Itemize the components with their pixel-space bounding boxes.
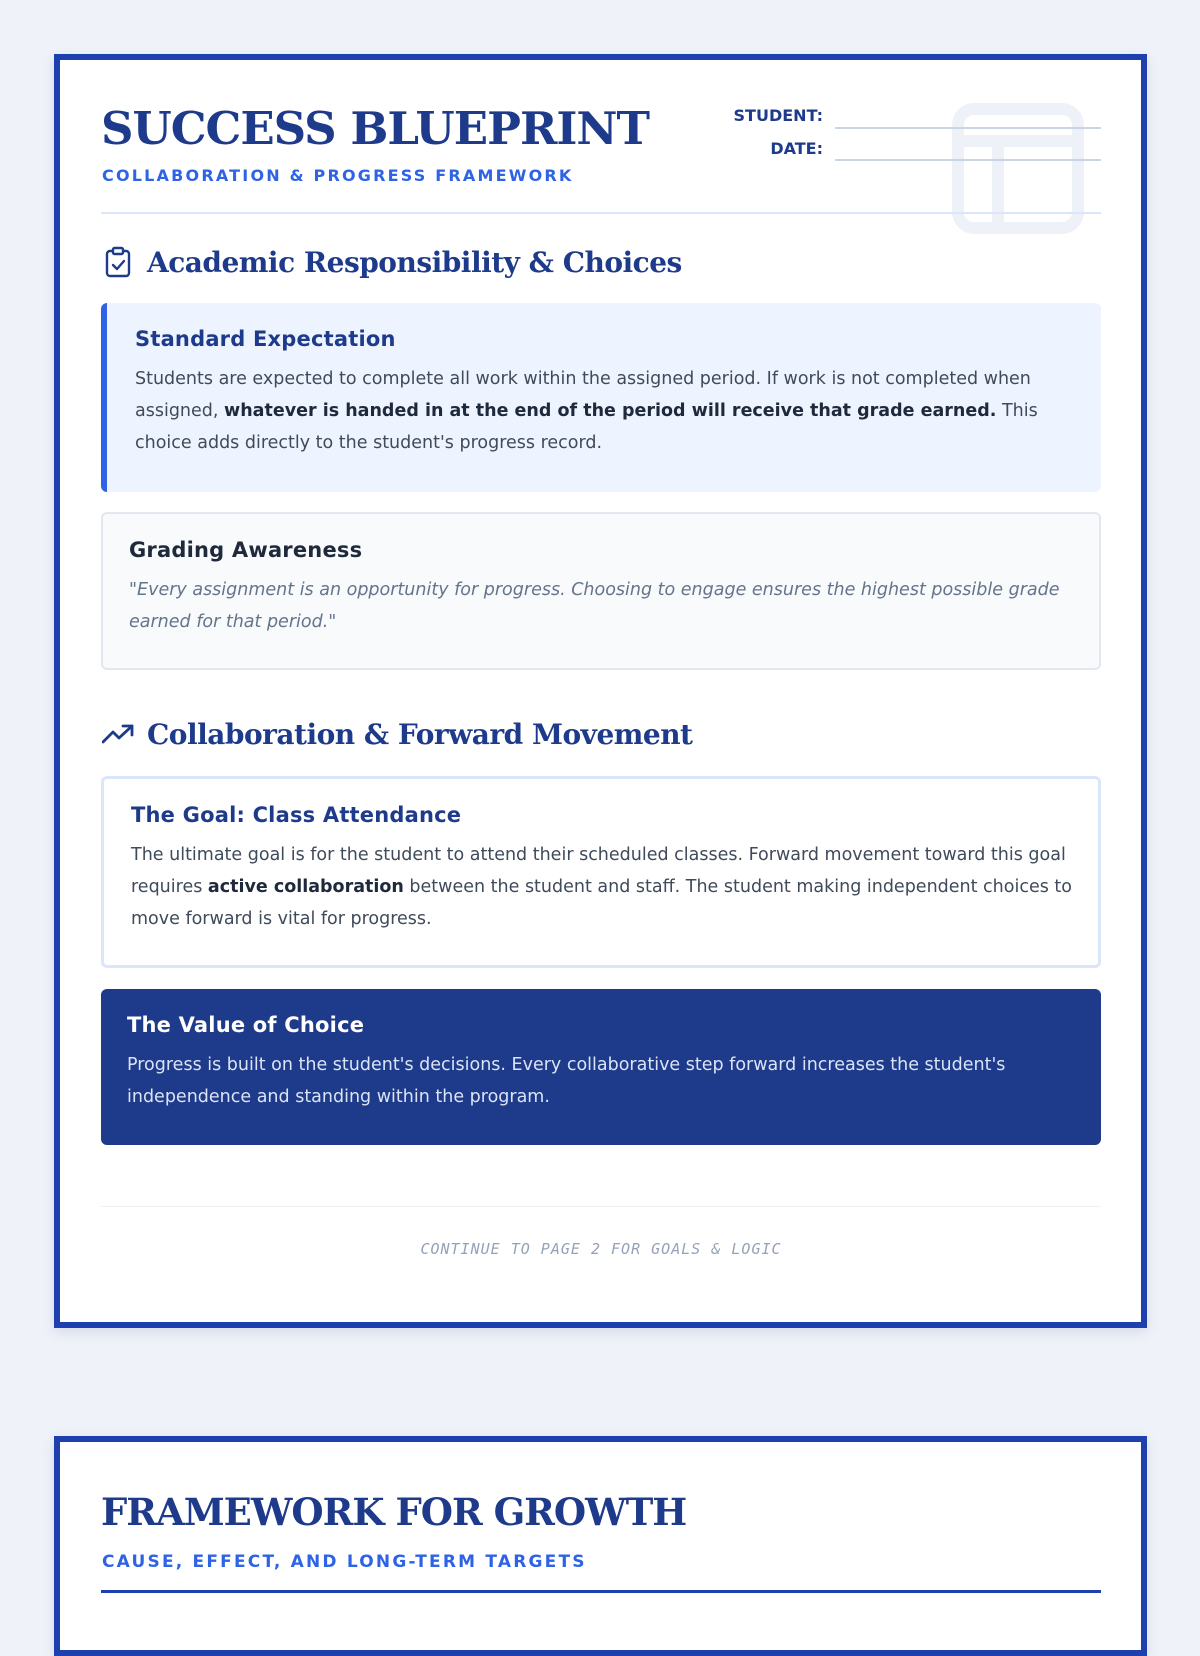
card-title: Standard Expectation (135, 327, 396, 351)
card-text: Students are expected to complete all work within the assigned period. If work is not completed when assigned, whatever is handed in at the end of the period will receive that grade earned. This choice adds directly to the student's progress record. (135, 369, 1038, 453)
value-of-choice-card (101, 989, 1101, 1145)
clipboard-check-icon (101, 245, 135, 279)
section-heading: Academic Responsibility & Choices (147, 245, 682, 279)
date-label: DATE: (770, 139, 823, 158)
page-one (54, 54, 1147, 1328)
footer-divider (101, 1206, 1101, 1207)
card-title: The Goal: Class Attendance (131, 803, 462, 827)
trending-up-icon (101, 717, 135, 751)
student-field[interactable] (835, 127, 1101, 129)
page-title: SUCCESS BLUEPRINT (101, 102, 650, 155)
layout-icon (952, 103, 1084, 234)
student-label: STUDENT: (733, 106, 823, 125)
card-quote: "Every assignment is an opportunity for progress. Choosing to engage ensures the highest possible grade earned for that period." (129, 580, 1060, 632)
card-title: Grading Awareness (129, 538, 363, 562)
page-two (54, 1436, 1147, 1656)
grading-awareness-card (101, 512, 1101, 670)
section-collaboration (101, 717, 693, 751)
card-title: The Value of Choice (127, 1013, 365, 1037)
header-divider (101, 212, 1101, 214)
page-subtitle: COLLABORATION & PROGRESS FRAMEWORK (102, 166, 574, 185)
page-subtitle: CAUSE, EFFECT, AND LONG-TERM TARGETS (102, 1552, 587, 1572)
page-title: FRAMEWORK FOR GROWTH (101, 1490, 687, 1534)
standard-expectation-card (101, 303, 1101, 492)
card-text: Progress is built on the student's decisions. Every collaborative step forward increases the student's independence and standing within the program. (127, 1055, 1006, 1107)
section-academic-responsibility (101, 245, 682, 279)
date-field[interactable] (835, 159, 1101, 161)
header-divider (101, 1590, 1101, 1593)
page-footer: CONTINUE TO PAGE 2 FOR GOALS & LOGIC (420, 1240, 782, 1258)
card-text: The ultimate goal is for the student to attend their scheduled classes. Forward movement toward this goal requires active collaboration between the student and staff. The student making independent choices to move forward is vital for progress. (131, 845, 1072, 929)
class-attendance-goal-card (101, 776, 1101, 968)
section-heading: Collaboration & Forward Movement (147, 717, 693, 751)
